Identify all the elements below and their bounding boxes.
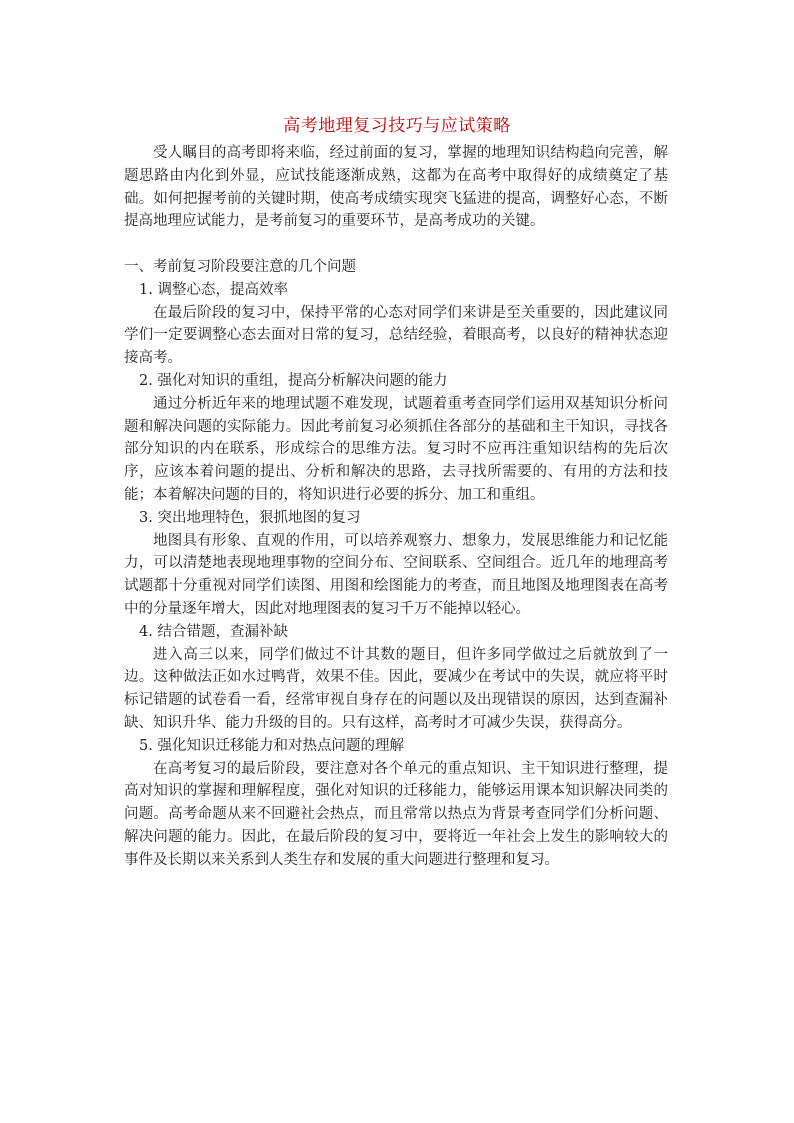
intro-paragraph: 受人瞩目的高考即将来临，经过前面的复习，掌握的地理知识结构趋向完善，解题思路由内化到外显，应试技能逐渐成熟，这都为在高考中取得好的成绩奠定了基础。如何把握考前的关键时期，使高考成绩实现突飞猛进的提高，调整好心态，不断提高地理应试能力，是考前复习的重要环节，是高考成功的关键。 <box>124 145 668 230</box>
item-body-4: 进入高三以来，同学们做过不计其数的题目，但许多同学做过之后就放到了一边。这种做法正如水过鸭背，效果不佳。因此，要减少在考试中的失误，就应将平时标记错题的试卷看一看，经常审视自身存在的问题以及出现错误的原因，达到查漏补缺、知识升华、能力升级的目的。只有这样，高考时才可减少失误，获得高分。 <box>124 646 668 731</box>
document-title: 高考地理复习技巧与应试策略 <box>283 116 511 137</box>
item-body-2: 通过分析近年来的地理试题不难发现，试题着重考查同学们运用双基知识分析问题和解决问题的实际能力。因此考前复习必须抓住各部分的基础和主干知识，寻找各部分知识的内在联系，形成综合的思维方法。复习时不应再注重知识结构的先后次序，应该本着问题的提出、分析和解决的思路，去寻找所需要的、有用的方法和技能；本着解决问题的目的，将知识进行必要的拆分、加工和重组。 <box>124 395 668 503</box>
item-heading-3: 3. 突出地理特色，狠抓地图的复习 <box>139 509 361 526</box>
item-heading-2: 2. 强化对知识的重组，提高分析解决问题的能力 <box>139 372 448 389</box>
item-heading-1: 1. 调整心态，提高效率 <box>139 281 288 298</box>
item-body-3: 地图具有形象、直观的作用，可以培养观察力、想象力，发展思维能力和记忆能力，可以清楚地表现地理事物的空间分布、空间联系、空间组合。近几年的地理高考试题都十分重视对同学们读图、用图和绘图能力的考查，而且地图及地理图表在高考中的分量逐年增大，因此对地理图表的复习千万不能掉以轻心。 <box>124 532 668 617</box>
document-body <box>124 142 668 872</box>
item-body-5: 在高考复习的最后阶段，要注意对各个单元的重点知识、主干知识进行整理，提高对知识的掌握和理解程度，强化对知识的迁移能力，能够运用课本知识解决同类的问题。高考命题从来不回避社会热点，而且常常以热点为背景考查同学们分析问题、解决问题的能力。因此，在最后阶段的复习中，要将近一年社会上发生的影响较大的事件及长期以来关系到人类生存和发展的重大问题进行整理和复习。 <box>124 760 668 868</box>
paragraph-spacer <box>124 233 668 256</box>
item-heading-5: 5. 强化知识迁移能力和对热点问题的理解 <box>139 737 404 754</box>
item-body-1: 在最后阶段的复习中，保持平常的心态对同学们来讲是至关重要的，因此建议同学们一定要调整心态去面对日常的复习，总结经验，着眼高考，以良好的精神状态迎接高考。 <box>124 304 668 367</box>
item-heading-4: 4. 结合错题，查漏补缺 <box>139 623 288 640</box>
section-heading: 一、考前复习阶段要注意的几个问题 <box>124 258 356 275</box>
